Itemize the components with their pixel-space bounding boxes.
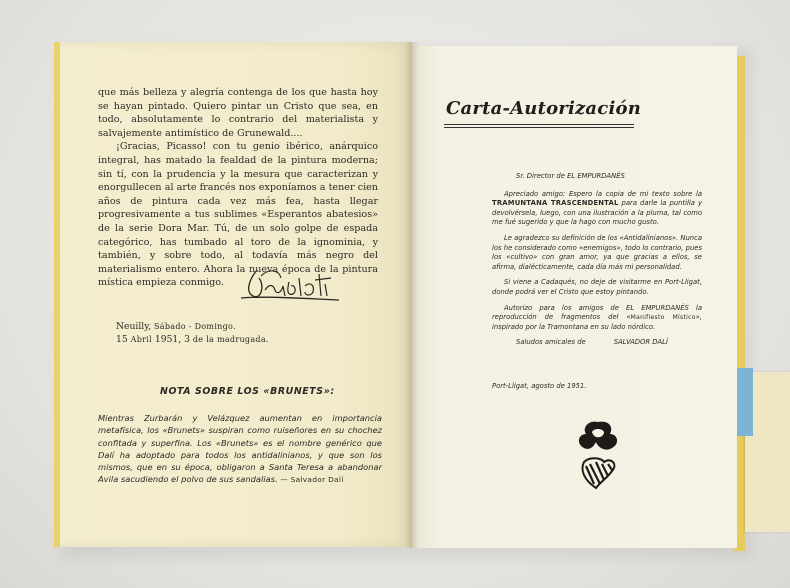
letter-place-date: Port-Lligat, agosto de 1951. xyxy=(492,382,587,390)
page-title: Carta-Autorización xyxy=(446,98,641,119)
nota-signature: — Salvador Dalí xyxy=(280,475,344,485)
letter-salutation: Sr. Director de EL EMPURDANÉS xyxy=(516,172,625,180)
letter-p1-start: Apreciado amigo: Espero la copia de mi texto sobre la xyxy=(504,189,702,198)
letter-body xyxy=(492,172,702,348)
nota-text: Mientras Zurbarán y Velázquez aumentan en importancia metafísica, los «Brunets» suspiran como ruiseñores en su chochez confitada y superfina. Los «Brunets» es el nombre genérico que Dalí ha adoptado para todos los antidalinianos, y que son los mismos, que en su época, obligaron a Santa Teresa a abandonar Avila sacudiendo el polvo de sus sandalias. xyxy=(98,413,382,485)
dateline-line-1 xyxy=(116,320,316,333)
dateline-month: Abril xyxy=(130,335,152,344)
letter-p1-end: para darle la puntilla y devolvérsela, luego, con una ilustración a la pluma, tal como me fué sugerido y que la hago con mucho gusto. xyxy=(492,199,703,227)
dateline-year-hour: 1951, 3 xyxy=(151,334,193,345)
letter-paragraph-4 xyxy=(492,304,702,333)
book-gutter xyxy=(405,42,419,548)
dali-emblem-icon xyxy=(574,418,622,492)
dateline-days: Sábado - Domingo. xyxy=(154,322,236,331)
dali-signature-image xyxy=(235,256,347,312)
left-paragraph-1: que más belleza y alegría contenga de los que hasta hoy se hayan pintado. Quiero pintar un Cristo que sea, en todo, absolutamente lo contrario del materialista y salvajemente antimístico de Grunewald.... xyxy=(98,87,378,139)
letter-closing-text: Saludos amicales de xyxy=(516,338,586,347)
dateline-place: Neuilly, xyxy=(116,321,155,332)
nota-body xyxy=(98,412,382,487)
dateline-time-note: de la madrugada. xyxy=(192,335,269,344)
letter-paragraph-1 xyxy=(492,190,702,228)
blue-bookmark-tab xyxy=(735,368,753,436)
title-underline xyxy=(444,124,634,128)
letter-paragraph-2: Le agradezco su definición de los «Antidalinianos». Nunca los he considerado como «enemigos», todo lo contrario, pues los «cultivo» con gran amor, ya que gracias a ellos, se afirma, dialécticamente, cada día más mi personalidad. xyxy=(492,233,702,271)
left-paragraph-2: ¡Gracias, Picasso! con tu genio ibérico, anárquico integral, has matado la fealdad de la pintura moderna; sin tí, con la prudencia y la mesura que caracterizan y enorgullecen al arte francés nos exponíamos a tener cien años de pintura cada vez más fea, hasta llegar progresivamente a tus sublimes «Esperantos abatesios» de la serie Dora Mar. Tú, de un solo golpe de espada categórico, has tumbado al toro de la ignominia, y también, y sobre todo, al todavía más negro del materialismo entero. Ahora la nueva época de la pintura mística empieza conmigo. xyxy=(98,141,378,289)
letter-closing-signature: SALVADOR DALÍ xyxy=(613,338,668,347)
letter-p1-emphasis: TRAMUNTANA TRASCENDENTAL xyxy=(492,199,619,208)
letter-p4-end: », inspirado por la Tramontana en su lado nórdico. xyxy=(492,313,702,331)
dateline-day: 15 xyxy=(116,334,131,345)
nota-title: NOTA SOBRE LOS «BRUNETS»: xyxy=(160,386,335,397)
letter-closing xyxy=(516,338,702,348)
letter-p4-start: Autorizo para los amigos de EL EMPURDANÉS la reproducción de fragmentos del « xyxy=(492,303,702,322)
letter-paragraph-3: Si viene a Cadaqués, no deje de visitarme en Port-Lligat, donde podrá ver el Cristo que estoy pintando. xyxy=(492,278,702,296)
dateline xyxy=(116,320,316,346)
letter-p4-manifesto: Manifiesto Místico xyxy=(630,314,696,322)
dateline-line-2 xyxy=(116,333,316,346)
